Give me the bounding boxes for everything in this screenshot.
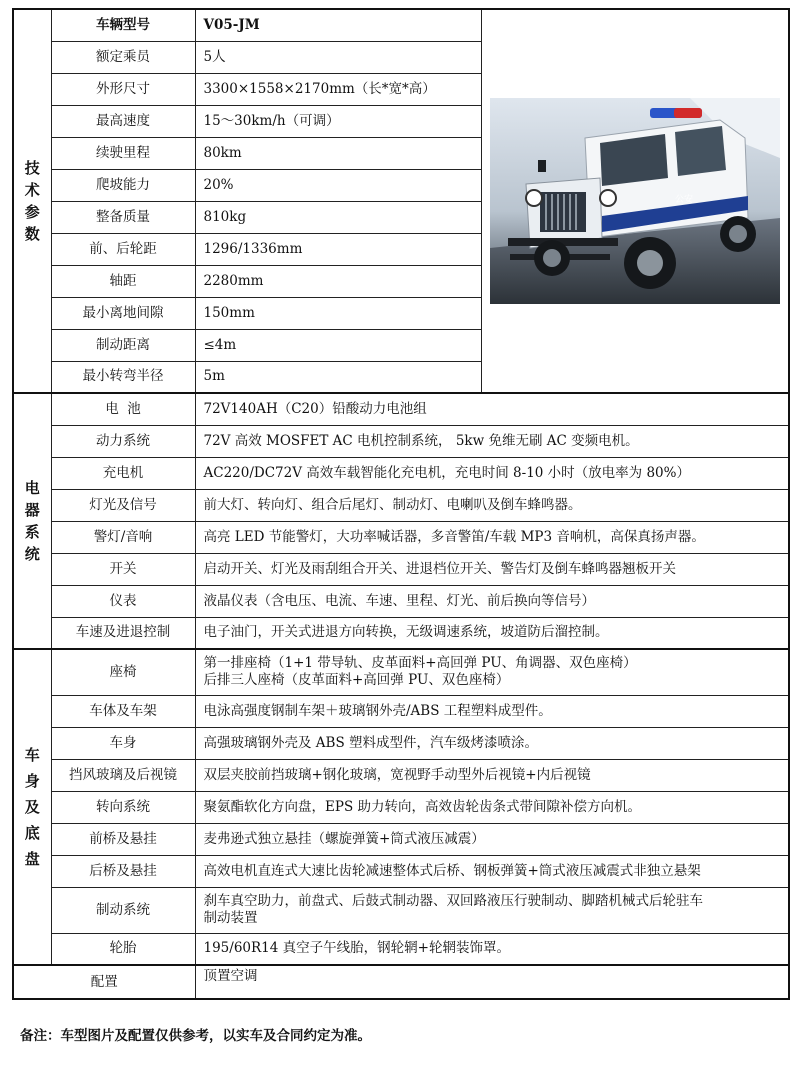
electric-value-1: 72V 高效 MOSFET AC 电机控制系统， 5kw 免维无刷 AC 变频电机。 (195, 425, 789, 457)
body-label-4: 转向系统 (51, 791, 195, 823)
body-label-6: 后桥及悬挂 (51, 855, 195, 887)
tech-label-7: 前、后轮距 (51, 233, 195, 265)
car-decal-text: 公安 (674, 195, 693, 205)
tech-value-7: 1296/1336mm (195, 233, 481, 265)
section-electric: 电器系统 (13, 393, 51, 649)
electric-value-4: 高亮 LED 节能警灯，大功率喊话器，多音警笛/车载 MP3 音响机，高保真扬声器。 (195, 521, 789, 553)
tech-label-4: 续驶里程 (51, 137, 195, 169)
electric-value-3: 前大灯、转向灯、组合后尾灯、制动灯、电喇叭及倒车蜂鸣器。 (195, 489, 789, 521)
tech-value-1: 5人 (195, 41, 481, 73)
body-label-7: 制动系统 (51, 887, 195, 933)
body-value-7-line1: 刹车真空助力，前盘式、后鼓式制动器、双回路液压行驶制动、脚踏机械式后轮驻车 (203, 893, 703, 909)
electric-value-5: 启动开关、灯光及雨刮组合开关、进退档位开关、警告灯及倒车蜂鸣器翘板开关 (195, 553, 789, 585)
body-value-8: 195/60R14 真空子午线胎，钢轮辋+轮辋装饰罩。 (195, 933, 789, 965)
body-value-3: 双层夹胶前挡玻璃+钢化玻璃，宽视野手动型外后视镜+内后视镜 (195, 759, 789, 791)
tech-label-2: 外形尺寸 (51, 73, 195, 105)
tech-label-11: 最小转弯半径 (51, 361, 195, 393)
electric-label-3: 灯光及信号 (51, 489, 195, 521)
body-value-7-line2: 制动装置 (203, 910, 258, 926)
tech-value-11: 5m (195, 361, 481, 393)
footer-note: 备注：车型图片及配置仅供参考，以实车及合同约定为准。 (20, 1028, 371, 1044)
electric-value-6: 液晶仪表（含电压、电流、车速、里程、灯光、前后换向等信号） (195, 585, 789, 617)
electric-value-2: AC220/DC72V 高效车载智能化充电机，充电时间 8-10 小时（放电率为 80%） (195, 457, 789, 489)
body-value-4: 聚氨酯软化方向盘，EPS 助力转向，高效齿轮齿条式带间隙补偿方向机。 (195, 791, 789, 823)
electric-value-7: 电子油门，开关式进退方向转换，无级调速系统，坡道防后溜控制。 (195, 617, 789, 649)
tech-value-5: 20% (195, 169, 481, 201)
tech-value-4: 80km (195, 137, 481, 169)
body-label-5: 前桥及悬挂 (51, 823, 195, 855)
config-value: 顶置空调 (195, 965, 789, 999)
electric-label-7: 车速及进退控制 (51, 617, 195, 649)
electric-label-1: 动力系统 (51, 425, 195, 457)
electric-value-0: 72V140AH（C20）铅酸动力电池组 (195, 393, 789, 425)
tech-label-1: 额定乘员 (51, 41, 195, 73)
electric-label-0: 电 池 (51, 393, 195, 425)
electric-label-5: 开关 (51, 553, 195, 585)
electric-label-2: 充电机 (51, 457, 195, 489)
body-label-2: 车身 (51, 727, 195, 759)
electric-label-4: 警灯/音响 (51, 521, 195, 553)
tech-label-10: 制动距离 (51, 329, 195, 361)
spec-table (12, 8, 790, 1000)
tech-value-9: 150mm (195, 297, 481, 329)
tech-value-6: 810kg (195, 201, 481, 233)
tech-label-3: 最高速度 (51, 105, 195, 137)
tech-value-8: 2280mm (195, 265, 481, 297)
tech-label-9: 最小离地间隙 (51, 297, 195, 329)
tech-value-3: 15～30km/h（可调） (195, 105, 481, 137)
body-value-0 (195, 649, 789, 695)
config-label: 配置 (13, 965, 195, 999)
tech-value-0: V05-JM (195, 9, 481, 41)
body-value-0-line1: 第一排座椅（1+1 带导轨、皮革面料+高回弹 PU、角调器、双色座椅） (203, 655, 637, 672)
tech-label-6: 整备质量 (51, 201, 195, 233)
body-value-7 (195, 887, 789, 933)
body-label-3: 挡风玻璃及后视镜 (51, 759, 195, 791)
body-value-1: 电泳高强度钢制车架＋玻璃钢外壳/ABS 工程塑料成型件。 (195, 695, 789, 727)
tech-value-10: ≤4m (195, 329, 481, 361)
body-value-6: 高效电机直连式大速比齿轮减速整体式后桥、钢板弹簧+筒式液压减震式非独立悬架 (195, 855, 789, 887)
body-label-8: 轮胎 (51, 933, 195, 965)
section-body: 车身及底盘 (13, 649, 51, 965)
section-tech: 技术参数 (13, 9, 51, 393)
tech-label-0: 车辆型号 (51, 9, 195, 41)
tech-label-8: 轴距 (51, 265, 195, 297)
police-car-image (490, 98, 780, 304)
body-value-0-line2: 后排三人座椅（皮革面料+高回弹 PU、双色座椅） (203, 672, 510, 689)
body-label-1: 车体及车架 (51, 695, 195, 727)
body-value-5: 麦弗逊式独立悬挂（螺旋弹簧+筒式液压减震） (195, 823, 789, 855)
product-image-cell (481, 9, 789, 393)
body-label-0: 座椅 (51, 649, 195, 695)
body-value-2: 高强玻璃钢外壳及 ABS 塑料成型件，汽车级烤漆喷涂。 (195, 727, 789, 759)
electric-label-6: 仪表 (51, 585, 195, 617)
tech-label-5: 爬坡能力 (51, 169, 195, 201)
tech-value-2: 3300×1558×2170mm（长*宽*高） (195, 73, 481, 105)
